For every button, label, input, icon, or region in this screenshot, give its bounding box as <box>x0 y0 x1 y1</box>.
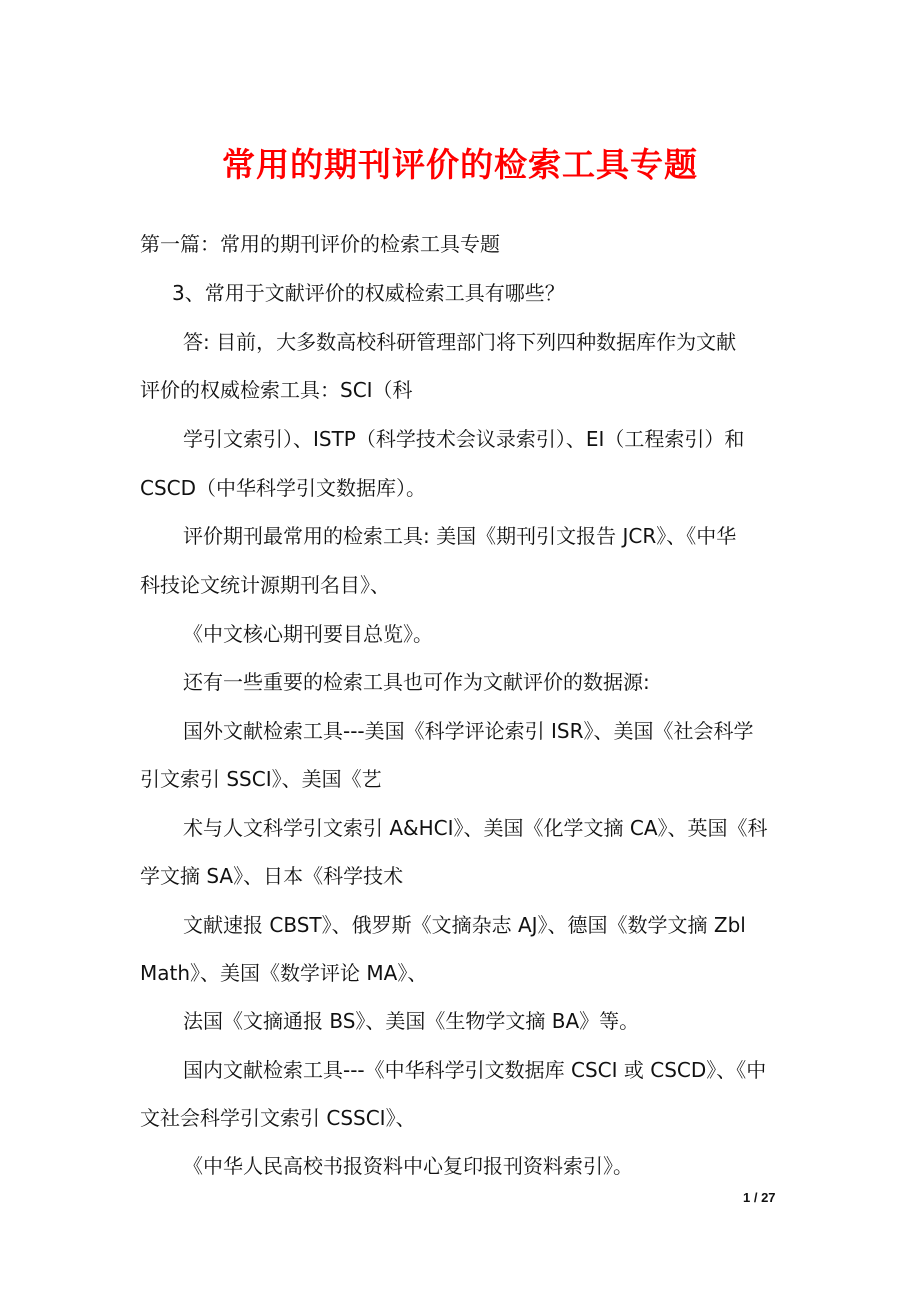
paragraph-line: 还有一些重要的检索工具也可作为文献评价的数据源: <box>183 670 650 694</box>
paragraph-line: 评价的权威检索工具：SCI（科 <box>140 378 413 402</box>
paragraph-line: 文社会科学引文索引 CSSCI》、 <box>140 1106 416 1130</box>
paragraph-line: 文献速报 CBST》、俄罗斯《文摘杂志 AJ》、德国《数学文摘 Zbl <box>183 913 746 937</box>
paragraph-line: 第一篇：常用的期刊评价的检索工具专题 <box>140 232 500 256</box>
page-indicator: 1 / 27 <box>743 1190 776 1205</box>
paragraph-line: 国外文献检索工具---美国《科学评论索引 ISR》、美国《社会科学 <box>183 719 754 743</box>
paragraph-line: 学引文索引）、ISTP（科学技术会议录索引）、EI（工程索引）和 <box>183 427 745 451</box>
paragraph-line: 国内文献检索工具---《中华科学引文数据库 CSCI 或 CSCD》、《中 <box>183 1058 767 1082</box>
paragraph-line: 《中华人民高校书报资料中心复印报刊资料索引》。 <box>183 1154 633 1178</box>
paragraph-line: 法国《文摘通报 BS》、美国《生物学文摘 BA》等。 <box>183 1009 640 1033</box>
paragraph-line: 答: 目前，大多数高校科研管理部门将下列四种数据库作为文献 <box>183 330 737 354</box>
paragraph-line: 科技论文统计源期刊名目》、 <box>140 573 390 597</box>
paragraph-line: 评价期刊最常用的检索工具: 美国《期刊引文报告 JCR》、《中华 <box>183 524 737 548</box>
paragraph-line: 引文索引 SSCI》、美国《艺 <box>140 767 382 791</box>
document-title: 常用的期刊评价的检索工具专题 <box>222 145 698 184</box>
paragraph-line: 《中文核心期刊要目总览》。 <box>183 622 433 646</box>
paragraph-line: 3、常用于文献评价的权威检索工具有哪些？ <box>172 281 565 305</box>
paragraph-line: 学文摘 SA》、日本《科学技术 <box>140 864 404 888</box>
paragraph-line: CSCD（中华科学引文数据库）。 <box>140 476 427 500</box>
paragraph-line: Math》、美国《数学评论 MA》、 <box>140 961 428 985</box>
paragraph-line: 术与人文科学引文索引 A&HCI》、美国《化学文摘 CA》、英国《科 <box>183 816 768 840</box>
